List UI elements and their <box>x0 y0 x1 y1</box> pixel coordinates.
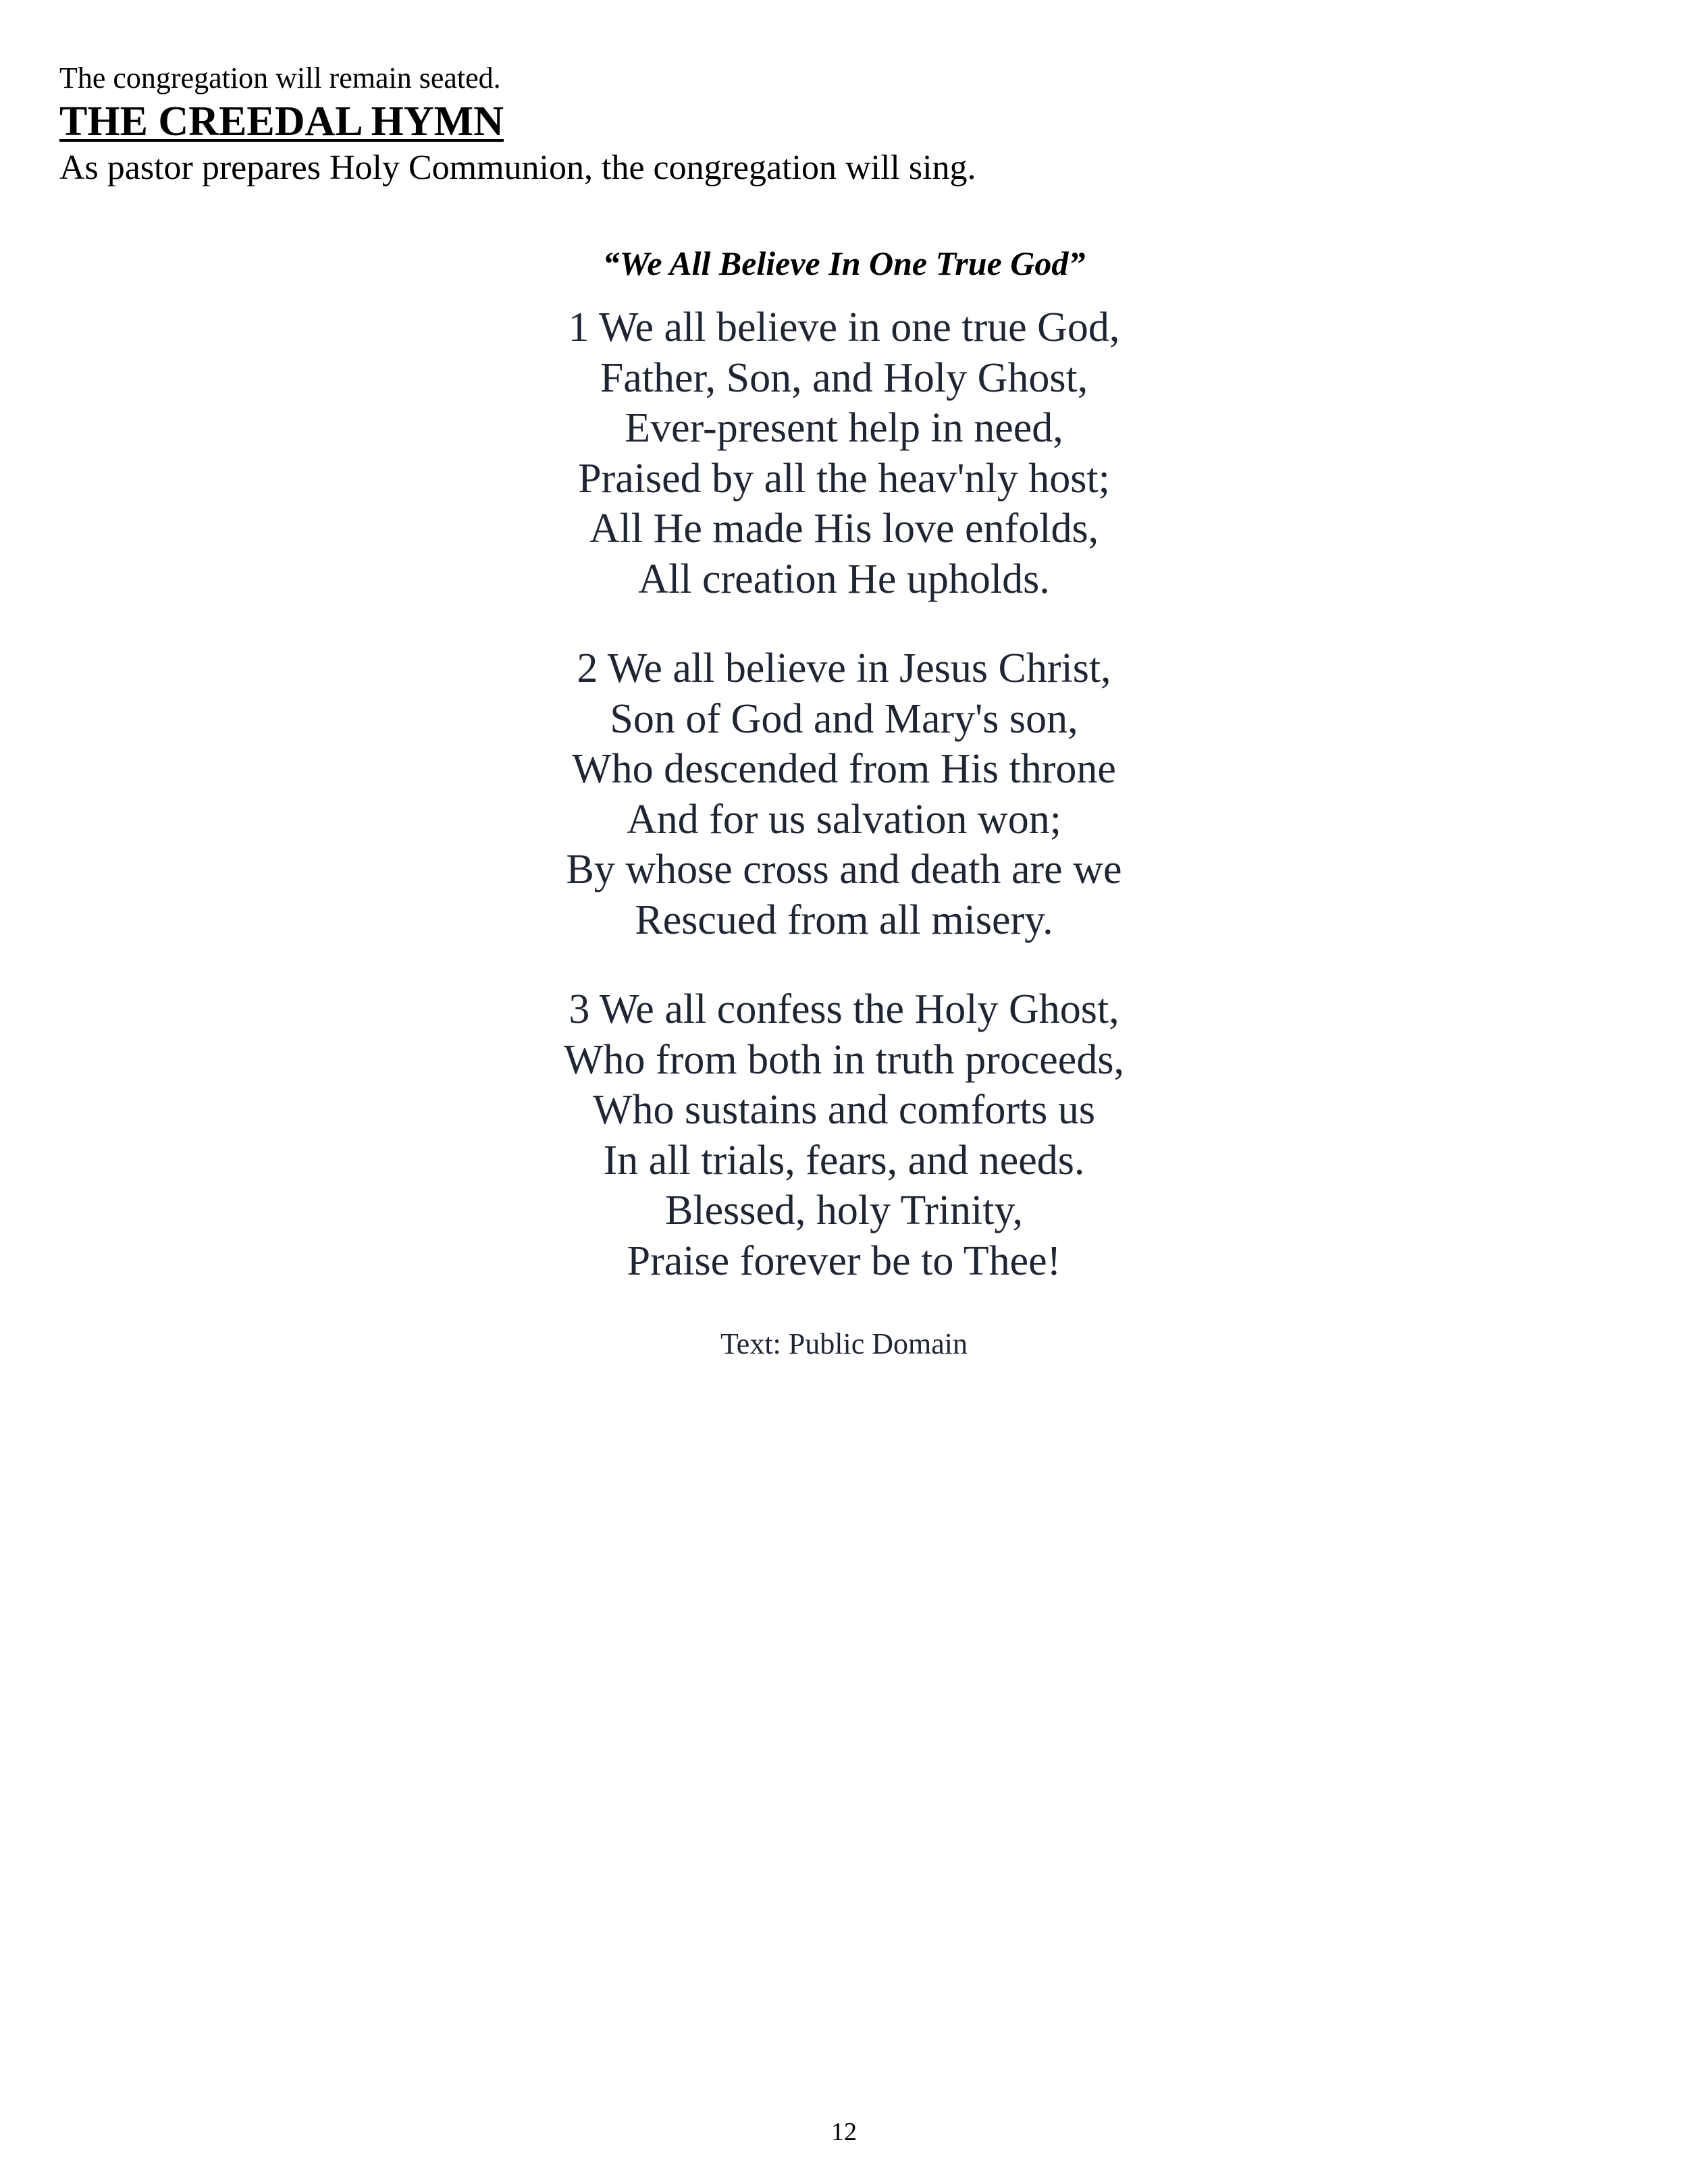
verse-1 <box>0 302 1688 604</box>
verse-line: All He made His love enfolds, <box>589 506 1099 552</box>
verse-line: Praised by all the heav'nly host; <box>578 455 1110 502</box>
verse-line: Praise forever be to Thee! <box>627 1237 1061 1284</box>
page-number: 12 <box>831 2118 857 2146</box>
hymn-credit: Text: Public Domain <box>720 1327 968 1360</box>
seated-instruction: The congregation will remain seated. <box>59 61 501 95</box>
verse-line: Who sustains and comforts us <box>593 1087 1095 1133</box>
verse-line: 3 We all confess the Holy Ghost, <box>569 986 1119 1032</box>
verse-line: Father, Son, and Holy Ghost, <box>600 354 1088 401</box>
verse-line: 1 We all believe in one true God, <box>568 304 1120 350</box>
verse-line: By whose cross and death are we <box>566 847 1122 893</box>
verse-line: In all trials, fears, and needs. <box>603 1137 1085 1183</box>
verse-line: Blessed, holy Trinity, <box>665 1188 1023 1233</box>
hymn <box>0 230 1688 1363</box>
verse-line: Ever-present help in need, <box>625 405 1063 451</box>
verse-line: All creation He upholds. <box>638 556 1050 602</box>
section-title: THE CREEDAL HYMN <box>59 99 504 144</box>
verse-2 <box>0 643 1688 945</box>
verse-line: Son of God and Mary's son, <box>610 695 1078 742</box>
verse-3 <box>0 984 1688 1286</box>
verse-line: And for us salvation won; <box>626 796 1062 843</box>
verse-line: Who descended from His throne <box>572 746 1116 792</box>
service-intro <box>59 59 1612 190</box>
communion-instruction: As pastor prepares Holy Communion, the congregation will sing. <box>59 149 976 187</box>
hymn-title: “We All Believe In One True God” <box>602 244 1086 282</box>
verse-line: Who from both in truth proceeds, <box>564 1036 1124 1083</box>
verse-line: 2 We all believe in Jesus Christ, <box>577 645 1111 691</box>
verse-line: Rescued from all misery. <box>635 897 1053 943</box>
